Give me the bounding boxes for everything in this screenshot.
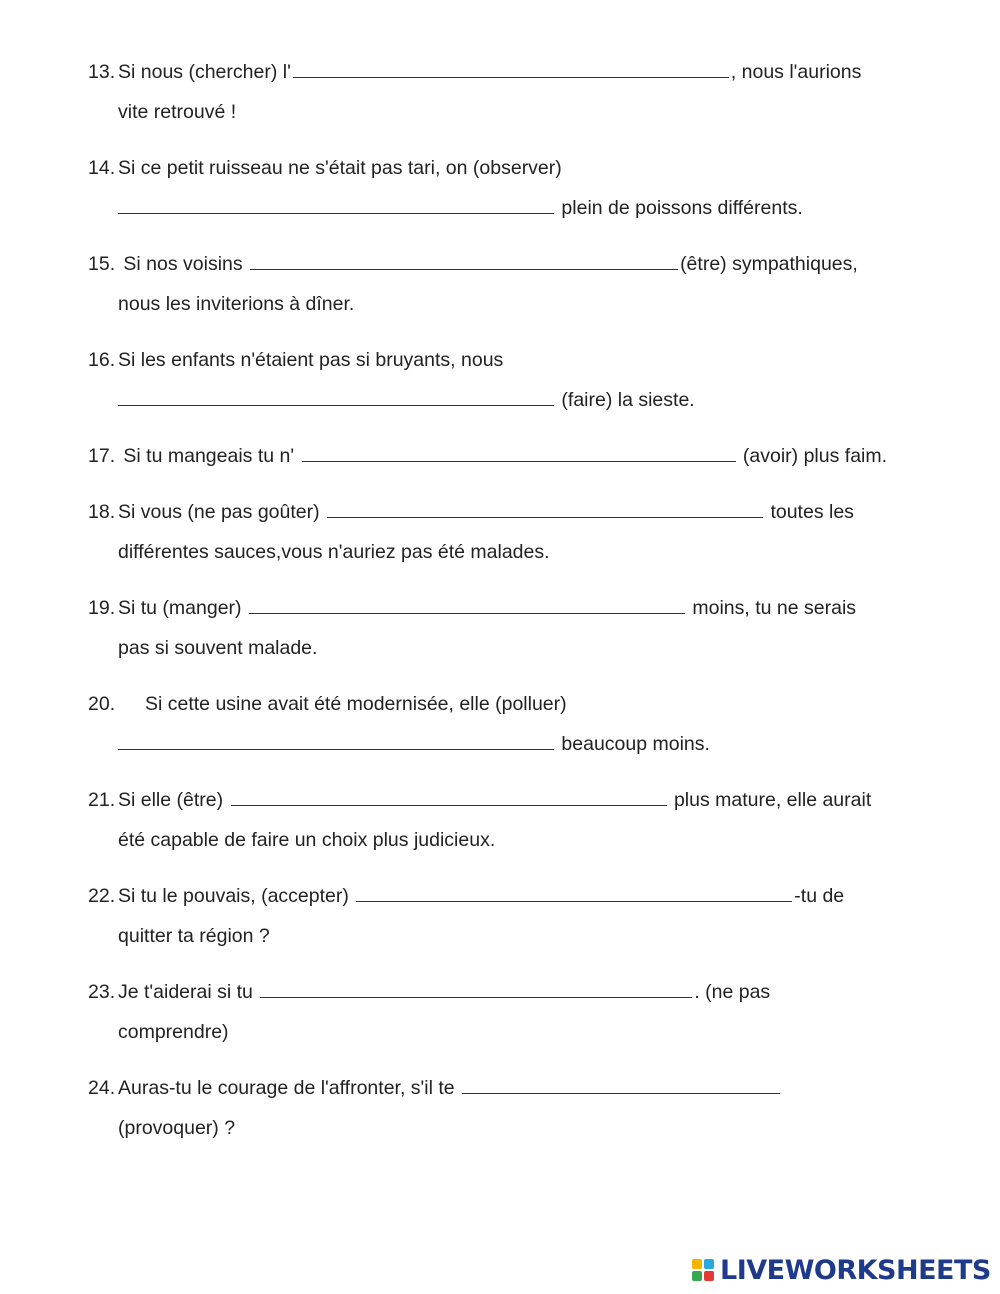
answer-blank[interactable]	[118, 748, 554, 750]
exercise-text: Si nous (chercher) l'	[118, 61, 291, 83]
exercise-text: Si tu mangeais tu n'	[118, 445, 300, 467]
exercise-16	[88, 340, 968, 420]
exercise-text: pas si souvent malade.	[118, 637, 318, 659]
exercise-text: Si ce petit ruisseau ne s'était pas tari, on (observer)	[118, 157, 562, 179]
exercise-21	[88, 780, 968, 860]
answer-blank[interactable]	[249, 612, 685, 614]
exercise-text: été capable de faire un choix plus judicieux.	[118, 829, 496, 851]
answer-blank[interactable]	[250, 268, 678, 270]
exercise-20	[88, 684, 968, 764]
answer-blank[interactable]	[327, 516, 763, 518]
exercise-13	[88, 52, 968, 132]
exercise-text: moins, tu ne serais	[686, 597, 857, 619]
exercise-text: , nous l'aurions	[730, 61, 862, 83]
exercise-text: (être) sympathiques,	[680, 253, 858, 275]
exercise-number: 17.	[88, 445, 116, 467]
exercise-text: toutes les	[765, 501, 854, 523]
exercise-18	[88, 492, 968, 572]
answer-blank[interactable]	[118, 212, 554, 214]
exercise-text: Si les enfants n'étaient pas si bruyants, nous	[118, 349, 504, 371]
exercise-text: Si elle (être)	[118, 789, 229, 811]
exercise-text: Auras-tu le courage de l'affronter, s'il te	[118, 1077, 461, 1099]
exercise-text: Si tu (manger)	[118, 597, 247, 619]
exercise-number: 24.	[88, 1077, 116, 1099]
exercise-text: (faire) la sieste.	[556, 389, 695, 411]
answer-blank[interactable]	[356, 900, 792, 902]
exercise-text: -tu de	[794, 885, 845, 907]
exercise-17	[88, 436, 968, 476]
answer-blank[interactable]	[293, 76, 729, 78]
exercise-text: vite retrouvé !	[118, 101, 237, 123]
exercise-text: Si nos voisins	[118, 253, 249, 275]
exercise-text: quitter ta région ?	[118, 925, 270, 947]
logo-text: LIVEWORKSHEETS	[720, 1254, 991, 1286]
answer-blank[interactable]	[462, 1092, 780, 1094]
answer-blank[interactable]	[118, 404, 554, 406]
exercise-number: 20.	[88, 693, 116, 715]
exercise-text: (provoquer) ?	[118, 1117, 236, 1139]
exercise-23	[88, 972, 968, 1052]
exercise-24	[88, 1068, 968, 1148]
exercise-22	[88, 876, 968, 956]
exercise-text: différentes sauces,vous n'auriez pas été malades.	[118, 541, 550, 563]
exercise-text: plus mature, elle aurait	[668, 789, 872, 811]
liveworksheets-logo-icon	[692, 1259, 714, 1281]
exercise-19	[88, 588, 968, 668]
exercise-number: 16.	[88, 349, 116, 371]
exercise-number: 18.	[88, 501, 116, 523]
exercise-text: plein de poissons différents.	[556, 197, 803, 219]
exercise-text: Si tu le pouvais, (accepter)	[118, 885, 355, 907]
answer-blank[interactable]	[302, 460, 736, 462]
exercise-number: 21.	[88, 789, 116, 811]
exercise-text: comprendre)	[118, 1021, 229, 1043]
exercise-14	[88, 148, 968, 228]
exercise-number: 23.	[88, 981, 116, 1003]
exercise-number: 22.	[88, 885, 116, 907]
exercise-text: Si vous (ne pas goûter)	[118, 501, 326, 523]
answer-blank[interactable]	[260, 996, 692, 998]
exercise-text: (avoir) plus faim.	[737, 445, 888, 467]
exercise-number: 14.	[88, 157, 116, 179]
exercise-text: nous les inviterions à dîner.	[118, 293, 355, 315]
answer-blank[interactable]	[231, 804, 667, 806]
worksheet	[88, 52, 968, 1164]
exercise-text: beaucoup moins.	[556, 733, 710, 755]
exercise-15	[88, 244, 968, 324]
exercise-text: Je t'aiderai si tu	[118, 981, 259, 1003]
exercise-text: Si cette usine avait été modernisée, elle (polluer)	[145, 693, 567, 715]
exercise-number: 13.	[88, 61, 116, 83]
exercise-text: . (ne pas	[694, 981, 771, 1003]
exercise-number: 15.	[88, 253, 116, 275]
exercise-number: 19.	[88, 597, 116, 619]
liveworksheets-logo	[692, 1253, 991, 1287]
